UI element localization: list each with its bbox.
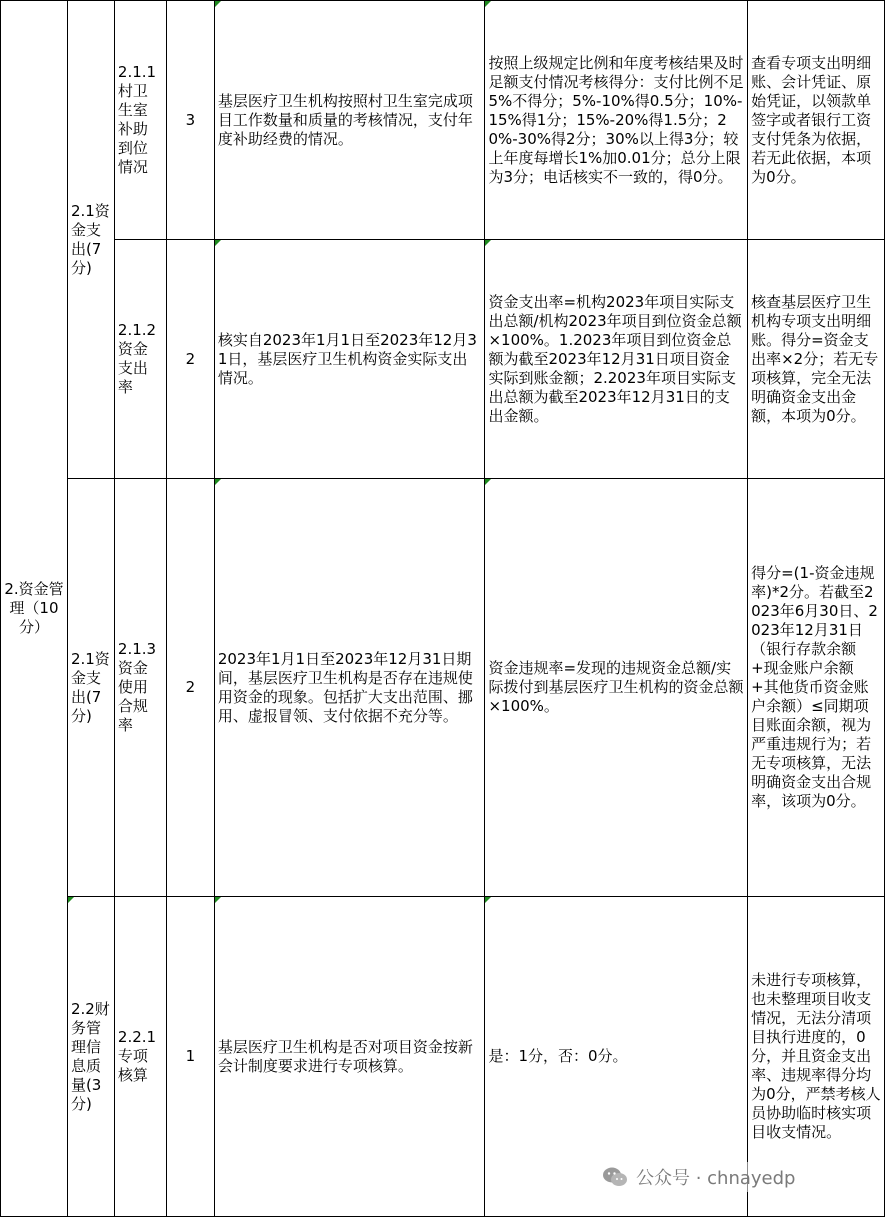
indicator-content: 基层医疗卫生机构是否对项目资金按新会计制度要求进行专项核算。 [217,1037,473,1075]
score-cell [166,479,214,897]
scoring-basis: 核查基层医疗卫生机构专项支出明细账。得分=资金支出率×2分；若无专项核算，完全无法明确资金支出金额，本项为0分。 [751,292,879,425]
content-cell [214,897,485,1217]
scoring-basis: 查看专项支出明细账、会计凭证、原始凭证，以领款单签字或者银行工资支付凭条为依据，若无此依据，本项为0分。 [751,53,872,186]
indicator-score: 1 [185,1047,196,1065]
score-cell [166,897,214,1217]
indicator-code: 2.2.1专项核算 [117,1028,157,1084]
indicator-score: 2 [185,349,196,368]
scoring-basis: 未进行专项核算，也未整理项目收支情况，无法分清项目执行进度的，0分，并且资金支出率、违规率得分均为0分，严禁考核人员协助临时核实项目收支情况。 [751,971,881,1141]
scoring-basis: 得分=(1-资金违规率)*2分。若截至2023年6月30日、2023年12月31日（银行存款余额+现金账户余额+其他货币资金账户余额）≤同期项目账面余额，视为严重违规行为；若无专项核算，无法明确资金支出合规率，该项为0分。 [751,564,878,810]
content-cell [214,1,485,240]
basis-cell [748,1,885,240]
indicator-code: 2.1.2资金支出率 [117,321,157,396]
scoring-method: 是：1分，否：0分。 [488,1047,628,1065]
indicator-code-cell [114,897,166,1217]
method-cell [485,1,748,240]
scoring-method: 资金违规率=发现的违规资金总额/实际拨付到基层医疗卫生机构的资金总额×100%。 [488,659,744,715]
indicator-code-cell [114,1,166,240]
subcategory-cell [67,479,114,897]
scoring-method: 资金支出率=机构2023年项目实际支出总额/机构2023年项目到位资金总额×100%。1.2023年项目到位资金总额为截至2023年12月31日项目资金实际到账金额；2.2023年项目实际支出总额为截至2023年12月31日的支出金额。 [488,292,742,425]
indicator-code: 2.1.1村卫生室补助到位情况 [117,63,157,176]
subcategory-label: 2.1资金支出(7分) [70,201,110,277]
indicator-score: 3 [185,110,196,129]
scoring-method: 按照上级规定比例和年度考核结果及时足额支付情况考核得分：支付比例不足5%不得分；5%-10%得0.5分；10%-15%得1分；15%-20%得1.5分；20%-30%得2分；30%以上得3分；较上年度每增长1%加0.01分；总分上限为3分；电话核实不一致的，得0分。 [488,53,744,186]
category-label: 2.资金管理（10分） [4,580,64,636]
indicator-content: 核实自2023年1月1日至2023年12月31日，基层医疗卫生机构资金实际支出情况。 [217,330,477,387]
watermark [598,1162,800,1192]
method-cell [485,479,748,897]
subcategory-label: 2.2财务管理信息质量(3分) [70,999,110,1113]
score-cell [166,240,214,479]
watermark-text: 公众号 · chnayedp [636,1168,796,1189]
basis-cell [748,479,885,897]
subcategory-label: 2.1资金支出(7分) [70,649,110,725]
subcategory-cell [67,897,114,1217]
indicator-content: 基层医疗卫生机构按照村卫生室完成项目工作数量和质量的考核情况，支付年度补助经费的情况。 [217,91,473,148]
indicator-code-cell [114,479,166,897]
method-cell [485,240,748,479]
indicator-code: 2.1.3资金使用合规率 [117,640,157,734]
content-cell [214,479,485,897]
category-cell [1,1,68,1217]
score-cell [166,1,214,240]
indicator-code-cell [114,240,166,479]
subcategory-cell [67,1,114,479]
content-cell [214,240,485,479]
indicator-content: 2023年1月1日至2023年12月31日期间，基层医疗卫生机构是否存在违规使用资金的现象。包括扩大支出范围、挪用、虚报冒领、支付依据不充分等。 [217,649,473,725]
indicator-score: 2 [185,678,196,696]
basis-cell [748,240,885,479]
wechat-icon [602,1166,628,1188]
